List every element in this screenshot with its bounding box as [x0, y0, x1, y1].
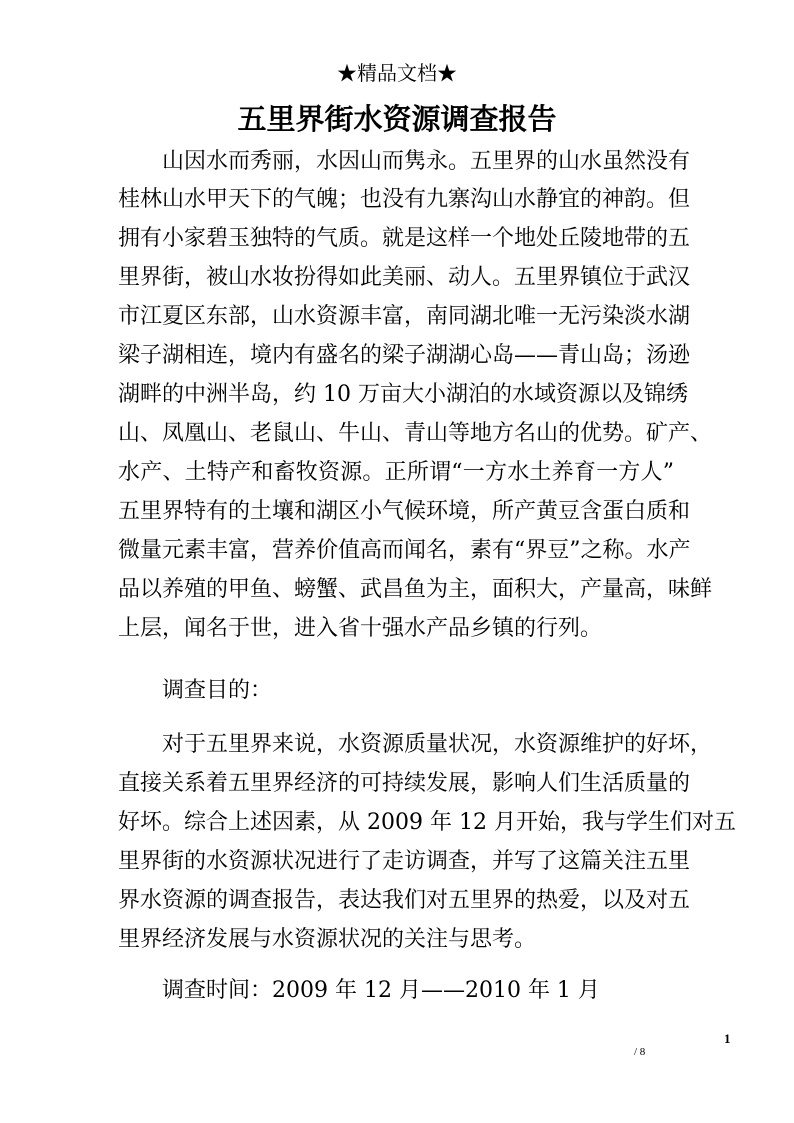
text-line: 里界街，被山水妆扮得如此美丽、动人。五里界镇位于武汉 — [118, 265, 691, 290]
text-line: 微量元素丰富，营养价值高而闻名，素有“界豆”之称。水产 — [118, 538, 691, 563]
text-line: 山、凤凰山、老鼠山、牛山、青山等地方名山的优势。矿产、 — [118, 421, 713, 446]
survey-time: 调查时间：2009 年 12 月——2010 年 1 月 — [162, 978, 600, 1003]
text-line: 五里界特有的土壤和湖区小气候环境，所产黄豆含蛋白质和 — [118, 499, 691, 524]
text-line: 湖畔的中洲半岛，约 10 万亩大小湖泊的水域资源以及锦绣 — [118, 382, 688, 407]
document-header: ★精品文档★ — [337, 61, 457, 85]
text-line: 里界街的水资源状况进行了走访调查，并写了这篇关注五里 — [118, 849, 691, 874]
document-title: 五里界街水资源调查报告 — [237, 102, 557, 136]
text-line: 品以养殖的甲鱼、螃蟹、武昌鱼为主，面积大，产量高，味鲜 — [118, 577, 713, 602]
text-line: 梁子湖相连，境内有盛名的梁子湖湖心岛——青山岛；汤逊 — [118, 343, 691, 368]
text-line: 上层，闻名于世，进入省十强水产品乡镇的行列。 — [118, 616, 603, 641]
section-heading-purpose: 调查目的： — [162, 678, 273, 703]
text-line: 界水资源的调查报告，表达我们对五里界的热爱，以及对五 — [118, 888, 691, 913]
page-number: 1 — [724, 1031, 731, 1046]
text-line: 桂林山水甲天下的气魄；也没有九寨沟山水静宜的神韵。但 — [118, 187, 691, 212]
text-line: 好坏。综合上述因素，从 2009 年 12 月开始，我与学生们对五 — [118, 810, 736, 835]
text-line: 拥有小家碧玉独特的气质。就是这样一个地处丘陵地带的五 — [118, 226, 691, 251]
text-line: 直接关系着五里界经济的可持续发展，影响人们生活质量的 — [118, 771, 691, 796]
text-line: 对于五里界来说，水资源质量状况，水资源维护的好坏， — [162, 732, 713, 757]
text-line: 里界经济发展与水资源状况的关注与思考。 — [118, 927, 537, 952]
text-line: 市江夏区东部，山水资源丰富，南同湖北唯一无污染淡水湖 — [118, 304, 691, 329]
text-line: 山因水而秀丽，水因山而隽永。五里界的山水虽然没有 — [162, 149, 691, 174]
text-line: 水产、土特产和畜牧资源。正所谓“一方水土养育一方人” — [118, 460, 674, 485]
page-footer: / 8 — [634, 1046, 646, 1058]
